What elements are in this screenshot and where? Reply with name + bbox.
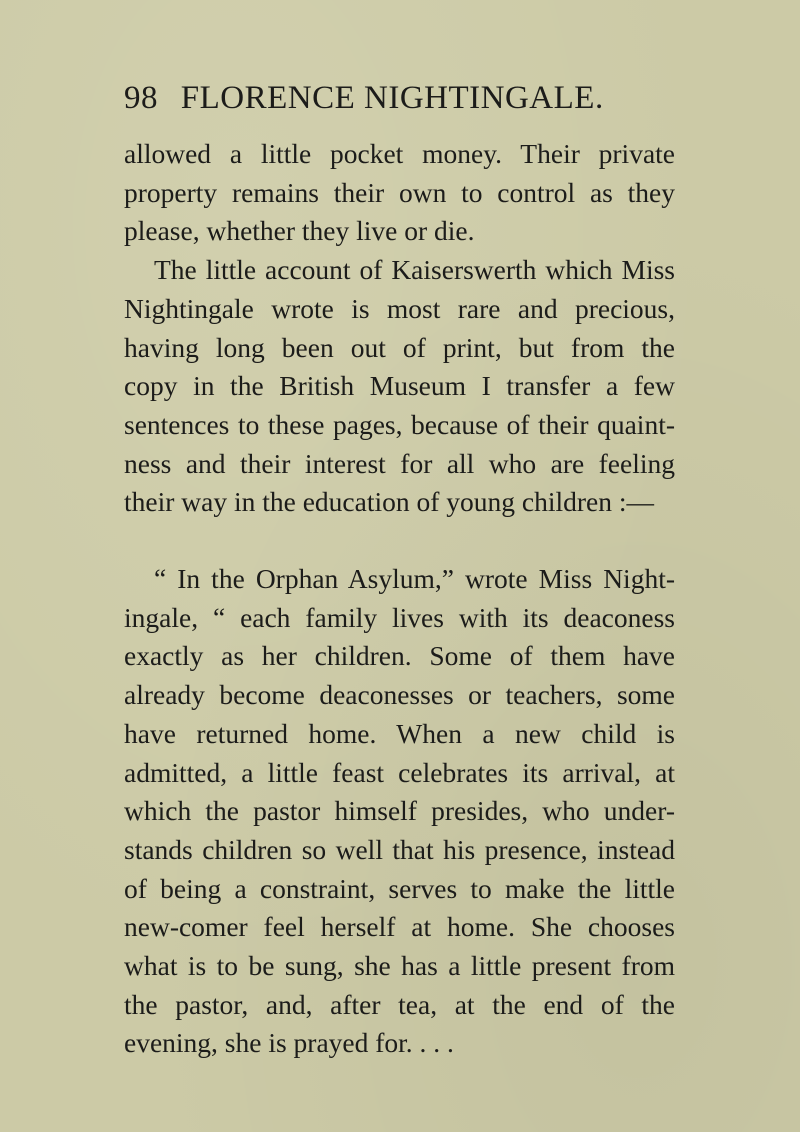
text-line: which the pastor himself presides, who under- — [124, 795, 675, 827]
text-line: of being a constraint, serves to make the little — [124, 872, 675, 904]
running-title: FLORENCE NIGHTINGALE. — [180, 80, 604, 116]
text-line: ingale, “ each family lives with its deaconess — [124, 601, 675, 633]
paragraph-2 — [124, 251, 675, 522]
paragraph-spacer — [124, 522, 675, 560]
text-line: having long been out of print, but from the — [124, 331, 675, 363]
text-line: have returned home. When a new child is — [124, 717, 675, 749]
text-line: what is to be sung, she has a little present from — [124, 950, 675, 982]
body-text — [124, 135, 675, 1063]
paragraph-3 — [124, 560, 675, 1063]
text-line: stands children so well that his presence, instead — [124, 833, 675, 865]
page-number: 98 — [124, 80, 158, 116]
text-line: please, whether they live or die. — [124, 215, 475, 247]
paragraph-1 — [124, 135, 675, 251]
text-line: property remains their own to control as they — [124, 176, 675, 208]
text-line: copy in the British Museum I transfer a few — [124, 370, 675, 402]
text-line: their way in the education of young children :— — [124, 486, 654, 518]
text-line: The little account of Kaiserswerth which Miss — [154, 254, 675, 286]
text-line: Nightingale wrote is most rare and precious, — [124, 292, 675, 324]
text-line: “ In the Orphan Asylum,” wrote Miss Night- — [154, 563, 675, 595]
text-line: allowed a little pocket money. Their private — [124, 138, 675, 169]
text-line: already become deaconesses or teachers, some — [124, 679, 675, 711]
text-line: admitted, a little feast celebrates its arrival, at — [124, 756, 675, 788]
text-line: new-comer feel herself at home. She chooses — [124, 911, 675, 943]
text-line: sentences to these pages, because of their quaint- — [124, 408, 675, 440]
text-line: exactly as her children. Some of them have — [124, 640, 675, 672]
text-line: ness and their interest for all who are feeling — [124, 447, 675, 479]
text-line: the pastor, and, after tea, at the end of the — [124, 988, 675, 1020]
text-line: evening, she is prayed for. . . . — [124, 1027, 454, 1059]
running-header — [124, 80, 604, 117]
